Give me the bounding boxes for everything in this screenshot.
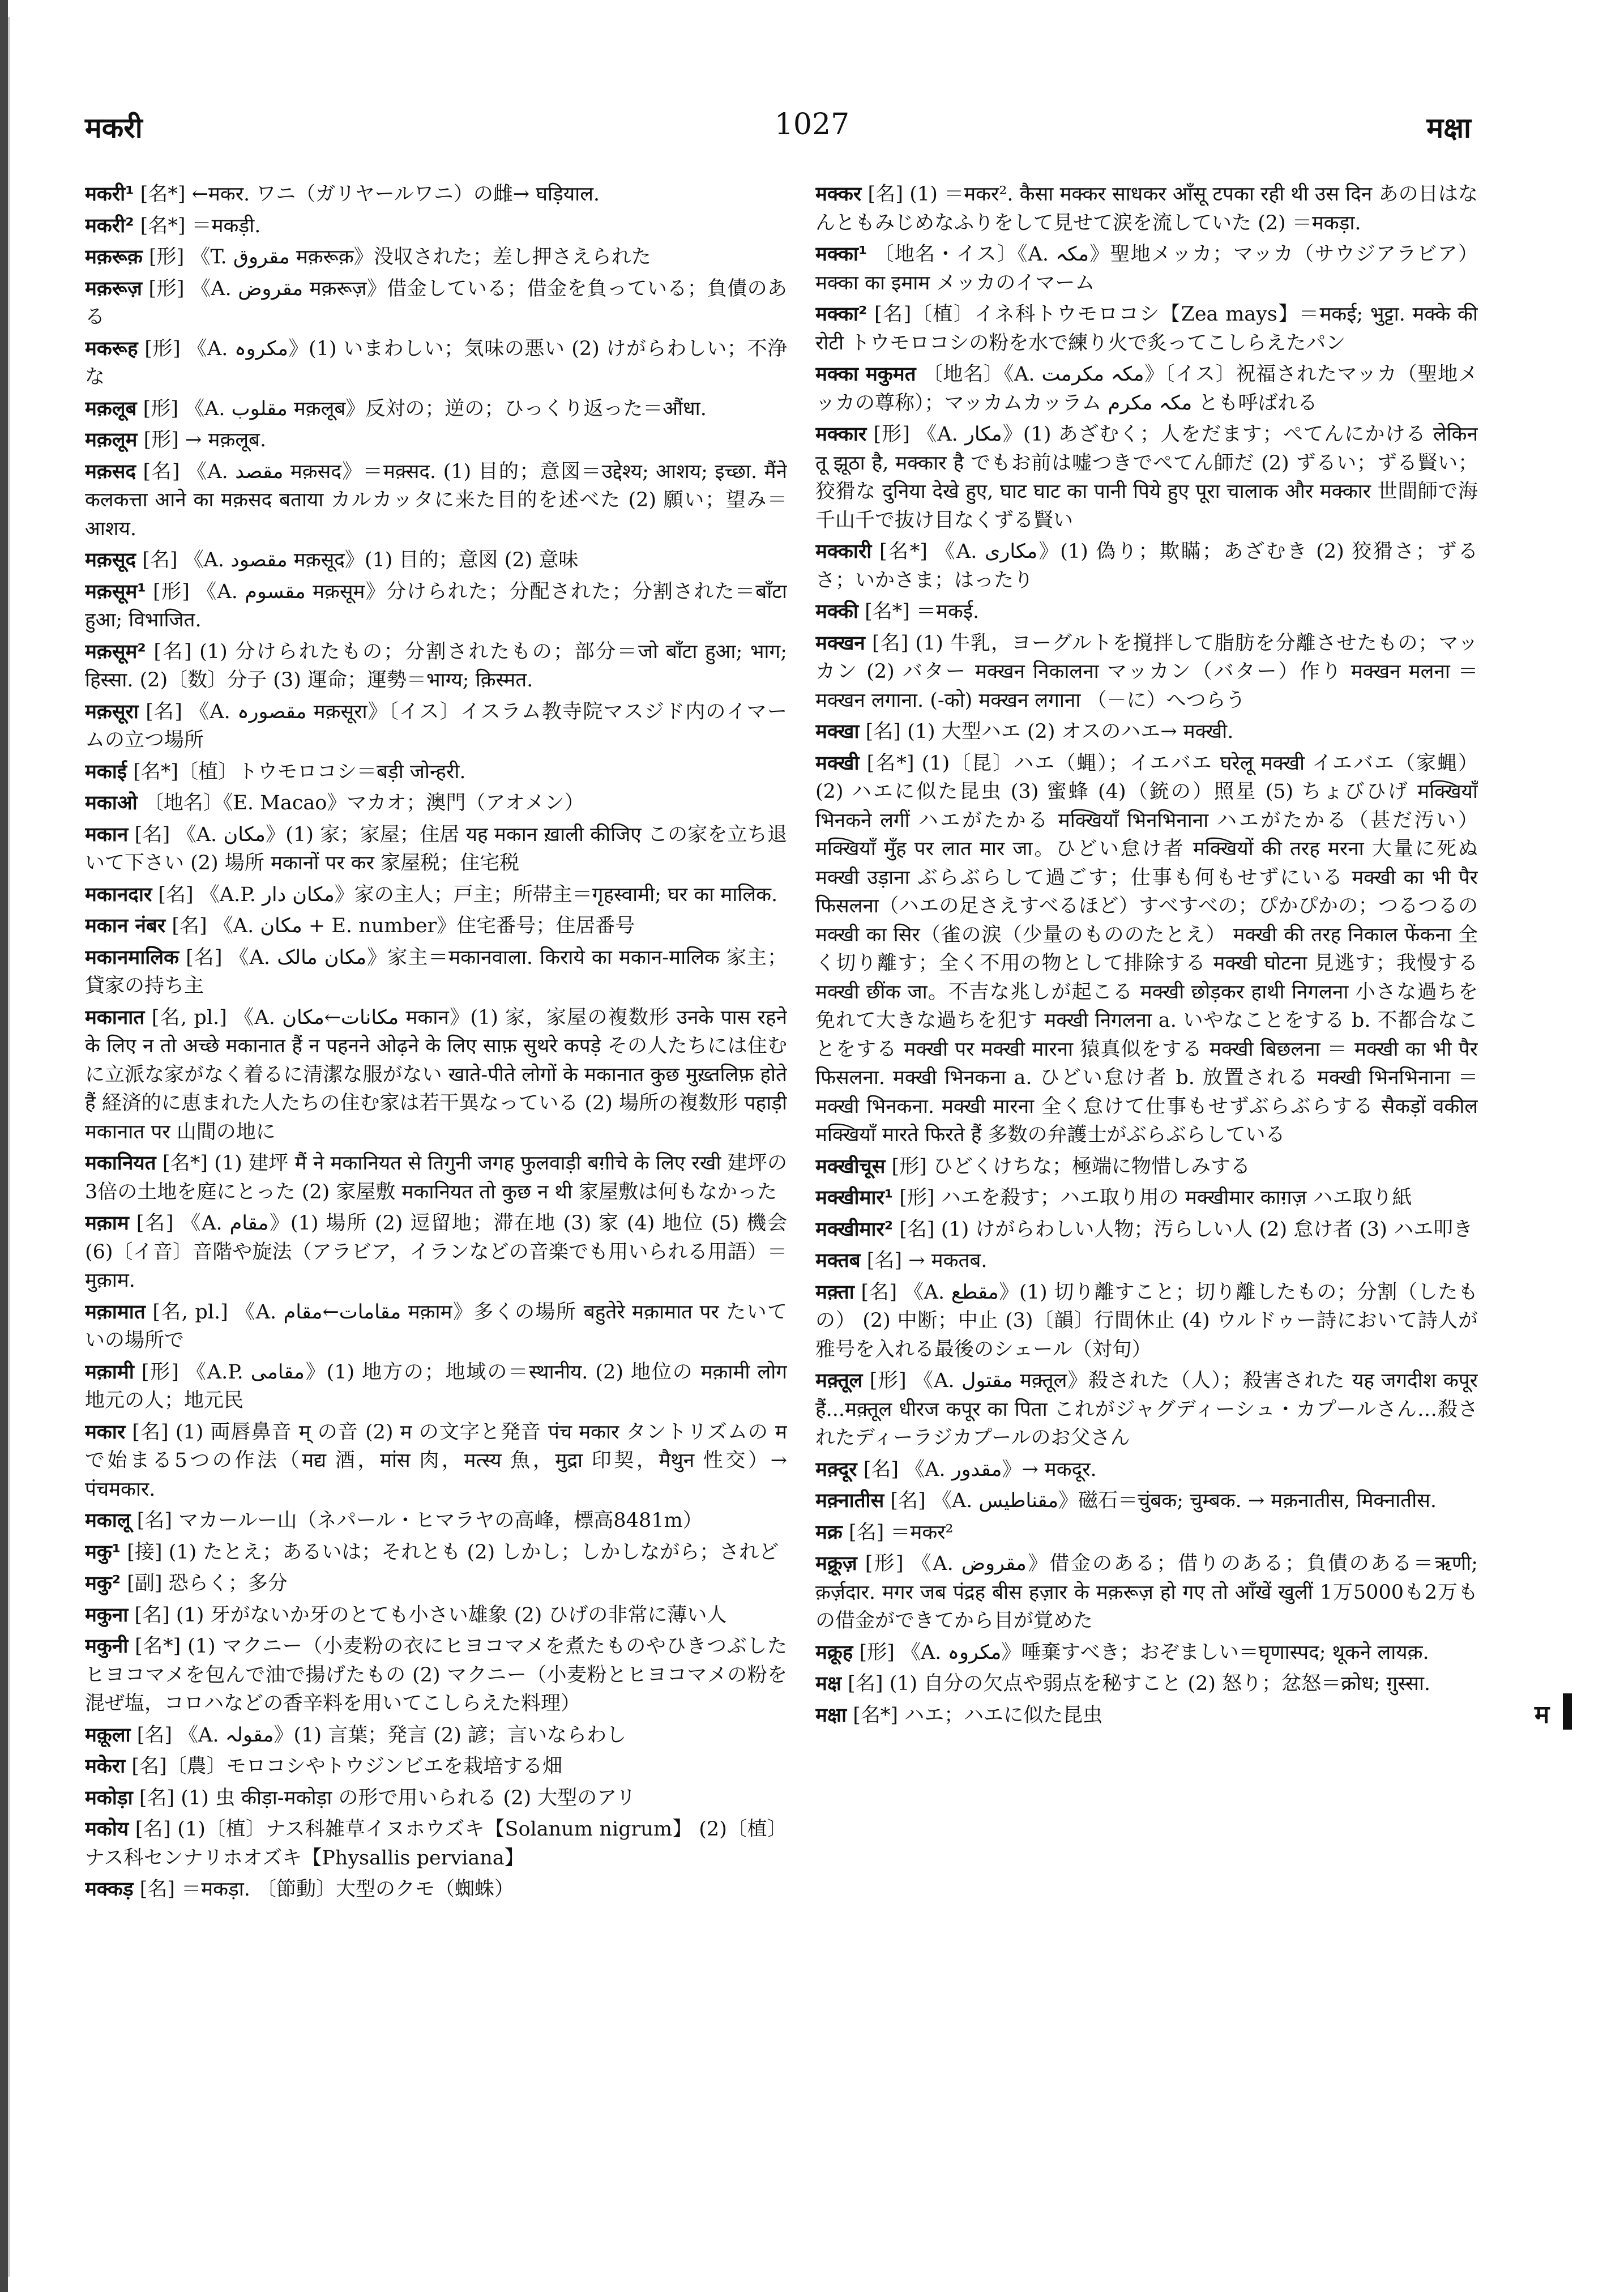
dictionary-entry xyxy=(85,1506,787,1535)
dictionary-entry xyxy=(815,1487,1478,1516)
dictionary-entry xyxy=(815,1456,1478,1484)
entry-headword: मक़्नातीस xyxy=(815,1489,884,1512)
entry-headword: मकोय xyxy=(85,1818,129,1841)
entry-definition: [名] 《A. مکان + E. number》住宅番号；住居番号 xyxy=(172,915,635,937)
dictionary-entry xyxy=(815,749,1478,1150)
entry-definition: [形] 《A. مقسوم मक़सूम》分けられた；分配された；分割された＝बाँटा हुआ; विभाजित. xyxy=(85,580,787,631)
dictionary-entry xyxy=(85,1358,787,1415)
scan-edge-shadow xyxy=(8,17,10,2277)
dictionary-entry xyxy=(815,1184,1478,1213)
entry-definition: [名] 《A. مقدور》→ मकदूर. xyxy=(863,1458,1097,1481)
entry-headword: मक्का मकुमत xyxy=(815,363,916,386)
entry-definition: [名]〔農〕モロコシやトウジンビエを栽培する畑 xyxy=(131,1755,563,1778)
entry-definition: [名] (1) 分けられたもの；分割されたもの；部分＝जो बाँटा हुआ; भाग; हिस्सा. (2)〔数〕分子 (3) 運命；運勢＝भाग्य; क़िस्मत. xyxy=(85,640,787,692)
guide-word-left: मकरी xyxy=(85,111,143,144)
dictionary-entry xyxy=(85,180,787,209)
entry-headword: मक्का² xyxy=(815,303,867,326)
dictionary-entry xyxy=(815,240,1478,297)
dictionary-entry xyxy=(85,335,787,392)
entry-definition: [名*] 《A. مکاری》(1) 偽り；欺瞞；あざむき (2) 狡猾さ；ずるさ；いかさま；はったり xyxy=(815,540,1478,592)
entry-headword: मक्का¹ xyxy=(815,243,867,266)
dictionary-entry xyxy=(85,426,787,455)
dictionary-entry xyxy=(85,881,787,910)
entry-headword: मकार xyxy=(85,1420,126,1444)
entry-definition: [名] (1) 牙がないか牙のとても小さい雄象 (2) ひげの非常に薄い人 xyxy=(134,1603,727,1627)
entry-definition: [名] 《A. مقطع》(1) 切り離すこと；切り離したもの；分割（したもの） (2) 中断；中止 (3)〔韻〕行間休止 (4) ウルドゥー詩において詩人が雅号を入れる最後のシェール（対句） xyxy=(815,1281,1478,1361)
entry-definition: [接] (1) たとえ；あるいは；それとも (2) しかし；しかしながら；されど xyxy=(127,1540,779,1564)
dictionary-entry xyxy=(85,821,787,878)
entry-definition: [副] 恐らく；多分 xyxy=(127,1572,288,1595)
dictionary-entry xyxy=(85,638,787,695)
entry-definition: [名] 《A. مقناطیس》磁石＝चुंबक; चुम्बक. → मक़नातीस, मिक्नातीस. xyxy=(890,1489,1437,1512)
dictionary-entry xyxy=(815,597,1478,626)
dictionary-entry xyxy=(85,275,787,332)
guide-word-right: मक्षा xyxy=(1426,111,1471,144)
entry-headword: मकानियत xyxy=(85,1152,156,1175)
entry-headword: मक़सूद xyxy=(85,549,136,571)
entry-definition: [名] 《A. مقصورہ मक़सूरा》〔イス〕イスラム教寺院マスジド内のイマームの立つ場所 xyxy=(85,700,787,752)
entry-headword: मक्खीमार¹ xyxy=(815,1186,894,1209)
dictionary-entry xyxy=(815,1247,1478,1275)
entry-headword: मक़सद xyxy=(85,460,136,483)
entry-definition: [名] (1) 大型ハエ (2) オスのハエ→ मक्खी. xyxy=(865,720,1234,743)
dictionary-entry xyxy=(815,1153,1478,1181)
entry-headword: मकानमालिक xyxy=(85,946,179,969)
dictionary-entry xyxy=(85,698,787,755)
entry-definition: 〔地名〕《A. مکہ مکرمت》〔イス〕祝福されたマッカ（聖地メッカの尊称）；マッカムカッラム مکہ مکرم とも呼ばれる xyxy=(815,363,1478,415)
entry-headword: मक्षा xyxy=(815,1704,847,1727)
dictionary-entry xyxy=(815,1701,1478,1730)
entry-headword: मकाओ xyxy=(85,792,138,814)
dictionary-entry xyxy=(85,1298,787,1355)
dictionary-entry xyxy=(85,1004,787,1147)
entry-definition: [名*] (1) マクニー（小麦粉の衣にヒヨコマメを煮たものやひきつぶしたヒヨコマメを包んで油で揚げたもの (2) マクニー（小麦粉とヒヨコマメの粉を混ぜ塩，コロハなどの香辛料を用いてこしらえた料理） xyxy=(85,1635,787,1715)
entry-definition: [名] (1)〔植〕ナス科雑草イヌホウズキ【Solanum nigrum】 (2)〔植〕ナス科センナリホオズキ【Physallis perviana】 xyxy=(85,1818,787,1870)
thumb-index-mark xyxy=(1563,1693,1572,1730)
entry-headword: मक्खा xyxy=(815,720,860,743)
entry-definition: [名] ＝मकर² xyxy=(848,1521,954,1544)
entry-headword: मक्की xyxy=(815,600,858,623)
entry-definition: [形] 《A. مقلوب मक़लूब》反対の；逆の；ひっくり返った＝औंधा. xyxy=(143,397,707,420)
entry-definition: [形] → मक़लूब. xyxy=(143,429,267,451)
entry-definition: [名] 《A. مکان مالک》家主＝मकानवाला. किराये का मकान-मालिक 家主；貸家の持ち主 xyxy=(85,946,787,997)
entry-definition: [名] (1) 虫 कीड़ा-मकोड़ा の形で用いられる (2) 大型のアリ xyxy=(139,1786,636,1809)
entry-headword: मकानदार xyxy=(85,883,152,906)
dictionary-entry xyxy=(85,1721,787,1750)
entry-headword: मक्कार xyxy=(815,423,867,446)
entry-definition: [名, pl.] 《A. مقامات←مقام मक़ाम》多くの場所 बहुतेरे मक़ामात पर たいていの場所で xyxy=(85,1300,787,1352)
entry-definition: [形] 《A. مکروہ》唾棄すべき；おぞましい＝घृणास्पद; थूकने लायक़. xyxy=(859,1641,1429,1664)
entry-definition: [名] 《A. مقام》(1) 場所 (2) 逗留地；滞在地 (3) 家 (4) 地位 (5) 機会 (6)〔イ音〕音階や旋法（アラビア，イランなどの音楽でも用いられる用語）＝मुक़ाम. xyxy=(85,1212,787,1292)
dictionary-entry xyxy=(85,1784,787,1813)
entry-definition: [名] ＝मकड़ा. 〔節動〕大型のクモ（蜘蛛） xyxy=(139,1878,515,1901)
entry-definition: [名] (1) けがらわしい人物；汚らしい人 (2) 怠け者 (3) ハエ叩き xyxy=(899,1218,1473,1241)
entry-definition: [形] ハエを殺す；ハエ取り用の मक्खीमार काग़ज़ ハエ取り紙 xyxy=(899,1186,1412,1209)
scan-edge xyxy=(0,0,8,2292)
entry-headword: मक्कड़ xyxy=(85,1878,134,1901)
entry-headword: मक्कारी xyxy=(815,540,872,563)
entry-definition: [名] (1) ＝मकर². कैसा मक्कर साधकर आँसू टपका रही थी उस दिन あの日はなんともみじめなふりをして見せて涙を流していた (2) ＝मकड़ा. xyxy=(815,183,1478,234)
entry-headword: मक़्तूल xyxy=(815,1369,863,1392)
dictionary-entry xyxy=(85,789,787,818)
entry-headword: मक़ूला xyxy=(85,1723,131,1747)
dictionary-entry xyxy=(85,243,787,272)
entry-headword: मकान xyxy=(85,823,129,846)
dictionary-entry xyxy=(815,300,1478,357)
entry-headword: मक़सूरा xyxy=(85,700,139,723)
dictionary-entry xyxy=(815,360,1478,417)
dictionary-entry xyxy=(815,1215,1478,1244)
entry-definition: [名] 《A. مقصد मक़सद》＝मक़्सद. (1) 目的；意図＝उद्देश्य; आशय; इच्छा. मैंने कलकत्ता आने का मक़सद बताया カルカッタに来た目的を述べた (2) 願い；望み＝आशय. xyxy=(85,460,787,540)
entry-headword: मकु² xyxy=(85,1572,121,1595)
entry-headword: मकरी¹ xyxy=(85,183,134,206)
entry-headword: मक़लूम xyxy=(85,429,138,451)
dictionary-entry xyxy=(815,1550,1478,1636)
thumb-index-letter: म xyxy=(1535,1700,1550,1729)
entry-headword: मक्कर xyxy=(815,183,862,206)
entry-headword: मकु¹ xyxy=(85,1540,121,1564)
entry-definition: [名] (1) 自分の欠点や弱点を秘すこと (2) 怒り；忿怒＝क्रोध; ग़ुस्सा. xyxy=(848,1672,1431,1695)
entry-definition: [形] 《T. مقروق मक़रूक़》没収された；差し押さえられた xyxy=(149,246,651,268)
entry-definition: [名*]〔植〕トウモロコシ＝बड़ी जोन्हरी. xyxy=(133,760,466,783)
entry-definition: [形] 《A. مقروض》借金のある；借りのある；負債のある＝ऋणी; क़र्ज़दार. मगर जब पंद्रह बीस हज़ार के मक़रूज़ हो गए तो आँखें खुलीं 1万5000も2万もの借金ができてから目が覚めた xyxy=(815,1552,1478,1632)
dictionary-entry xyxy=(85,1538,787,1567)
entry-headword: मक़्ता xyxy=(815,1281,854,1304)
entry-definition: [名] (1) 牛乳，ヨーグルトを撹拌して脂肪を分離させたもの；マッカン (2) バター मक्खन निकालना マッカン（バター）作り मक्खन मलना ＝ मक्खन लगाना. (-को) मक्खन लगाना （－に）へつらう xyxy=(815,631,1478,712)
left-column xyxy=(85,180,787,2270)
entry-headword: मक्खीमार² xyxy=(815,1218,894,1241)
entry-definition: [形] 《A. مکار》(1) あざむく；人をだます；ぺてんにかける लेकिन तू झूठा है, मक्कार है でもお前は嘘つきでぺてん師だ (2) ずるい；ずる賢い；狡猾な दुनिया देखे हुए, घाट घाट का पानी पिये हुए पूरा चालाक और मक्कार 世間師で海千山千で抜け目なくずる賢い xyxy=(815,423,1478,532)
dictionary-entry xyxy=(85,212,787,241)
entry-headword: मक़्दूर xyxy=(815,1458,857,1481)
entry-definition: [形] 《A. مقروض मक़रूज़》借金している；借金を負っている；負債のある xyxy=(85,277,787,328)
entry-headword: मक्र xyxy=(815,1521,843,1544)
dictionary-entry xyxy=(85,944,787,1001)
dictionary-entry xyxy=(815,1278,1478,1364)
dictionary-entry xyxy=(85,1569,787,1598)
entry-headword: मकरूह xyxy=(85,337,138,360)
dictionary-entry xyxy=(85,1875,787,1904)
entry-headword: मकानात xyxy=(85,1006,145,1029)
entry-headword: मक्ष xyxy=(815,1672,842,1695)
entry-headword: मक्खी xyxy=(815,752,860,775)
entry-definition: [名]〔植〕イネ科トウモロコシ【Zea mays】＝मकई; भुट्टा. मक्के की रोटी トウモロコシの粉を水で練り火で炙ってこしらえたパン xyxy=(815,303,1478,355)
entry-headword: मकालू xyxy=(85,1509,131,1532)
dictionary-entry xyxy=(815,629,1478,715)
entry-headword: मक़सूम¹ xyxy=(85,580,146,603)
entry-headword: मक़रूक़ xyxy=(85,246,143,268)
entry-definition: 〔地名・イス〕《A. مکہ》聖地メッカ；マッカ（サウジアラビア） मक्का का इमाम メッカのイマーム xyxy=(815,243,1478,294)
entry-definition: [名] (1) 両唇鼻音 म् の音 (2) म の文字と発音 पंच मकार タントリズムの म で始まる5つの作法（मद्य 酒，मांस 肉，मत्स्य 魚，मुद्रा 印契，मैथुन 性交）→ पंचमकार. xyxy=(85,1420,787,1501)
dictionary-entry xyxy=(815,180,1478,237)
entry-headword: मक़ामात xyxy=(85,1300,146,1324)
entry-headword: मक्खीचूस xyxy=(815,1155,886,1178)
dictionary-entry xyxy=(85,546,787,575)
dictionary-entry xyxy=(85,1418,787,1504)
dictionary-entry xyxy=(85,912,787,941)
entry-headword: मक्तब xyxy=(815,1249,861,1272)
entry-definition: [名] 《A. مقصود मक़सूद》(1) 目的；意図 (2) 意味 xyxy=(142,549,579,571)
dictionary-entry xyxy=(815,1367,1478,1453)
entry-definition: [名*] ハエ；ハエに似た昆虫 xyxy=(853,1704,1103,1727)
entry-definition: 〔地名〕《E. Macao》マカオ；澳門（アオメン） xyxy=(143,792,584,814)
dictionary-entry xyxy=(85,1209,787,1295)
entry-definition: [名*] ←मकर. ワニ（ガリヤールワニ）の雌→ घड़ियाल. xyxy=(140,183,600,206)
entry-headword: मक़्रूज़ xyxy=(815,1552,857,1575)
entry-headword: मकरी² xyxy=(85,214,134,237)
entry-definition: [名] → मकतब. xyxy=(866,1249,988,1272)
right-column xyxy=(815,180,1478,2270)
entry-headword: मक़ाम xyxy=(85,1212,129,1235)
dictionary-entry xyxy=(85,1632,787,1718)
dictionary-entry xyxy=(85,578,787,635)
dictionary-entry xyxy=(85,458,787,544)
entry-definition: [形] 《A.P. مقامی》(1) 地方の；地域の＝स्थानीय. (2) 地位の मक़ामी लोग 地元の人；地元民 xyxy=(85,1360,787,1412)
entry-definition: [名] 《A.P. مکان دار》家の主人；戸主；所帯主＝गृहस्वामी; घर का मालिक. xyxy=(158,883,778,906)
dictionary-entry xyxy=(815,1518,1478,1547)
entry-headword: मकेरा xyxy=(85,1755,126,1778)
entry-headword: मक़ामी xyxy=(85,1360,134,1384)
entry-headword: मक़लूब xyxy=(85,397,137,420)
dictionary-entry xyxy=(85,1149,787,1206)
entry-headword: मक़रूज़ xyxy=(85,277,142,300)
dictionary-entry xyxy=(85,758,787,787)
entry-headword: मकुना xyxy=(85,1603,129,1627)
entry-headword: मकुनी xyxy=(85,1635,129,1658)
entry-definition: [名] マカールー山（ネパール・ヒマラヤの高峰，標高8481m） xyxy=(136,1509,703,1532)
dictionary-entry xyxy=(85,1601,787,1630)
entry-definition: [名] 《A. مکان》(1) 家；家屋；住居 यह मकान ख़ाली कीजिए この家を立ち退いて下さい (2) 場所 मकानों पर कर 家屋税；住宅税 xyxy=(85,823,787,874)
entry-definition: [名] 《A. مقولہ》(1) 言葉；発言 (2) 諺；言いならわし xyxy=(136,1723,626,1747)
entry-headword: मक़सूम² xyxy=(85,640,146,663)
dictionary-entry xyxy=(815,1670,1478,1698)
dictionary-entry xyxy=(815,718,1478,746)
entry-definition: [名*] ＝मकई. xyxy=(865,600,980,623)
dictionary-entry xyxy=(815,420,1478,535)
entry-definition: [形] ひどくけちな；極端に物惜しみする xyxy=(891,1155,1250,1178)
entry-headword: मकान नंबर xyxy=(85,915,166,937)
dictionary-entry xyxy=(815,1638,1478,1667)
dictionary-entry xyxy=(85,1752,787,1781)
page-number: 1027 xyxy=(774,108,850,142)
entry-definition: [名*] ＝मकड़ी. xyxy=(140,214,261,237)
entry-definition: [名, pl.] 《A. مکانات←مکان मकान》(1) 家，家屋の複数形 उनके पास रहने के लिए न तो अच्छे मकानात हैं न पहनने ओढ़ने के लिए साफ़ सुथरे कपड़े その人たちには住むに立派な家がなく着るに清潔な服がない खाते-पीते लोगों के मकानात कुछ मुख़्तलिफ़ होते हैं 経済的に恵まれた人たちの住む家は若干異なっている (2) 場所の複数形 पहाड़ी मकानात पर 山間の地に xyxy=(85,1006,787,1143)
entry-headword: मक्रूह xyxy=(815,1641,853,1664)
dictionary-entry xyxy=(815,537,1478,595)
entry-headword: मकाई xyxy=(85,760,127,783)
entry-definition: [名*] (1)〔昆〕ハエ（蝿）；イエバエ घरेलू मक्खी イエバエ（家蝿） (2) ハエに似た昆虫 (3) 蜜蜂 (4)（銃の）照星 (5) ちょびひげ मक्खियाँ भिनकने लगीं ハエがたかる मक्खियाँ भिनभिनाना ハエがたかる（甚だ汚い） मक्खियाँ मुँह पर लात मार जा。ひどい怠け者 मक्खियों की तरह मरना 大量に死ぬ मक्खी उड़ाना ぶらぶらして過ごす；仕事も何もせずにいる मक्खी का भी पैर फिसलना（ハエの足さえすべるほど）すべすべの；ぴかぴかの；つるつるの मक्खी का सिर（雀の涙（少量のもののたとえ） मक्खी की तरह निकाल फेंकना 全く切り離す；全く不用の物として排除する मक्खी घोटना 見逃す；我慢する मक्खी छींक जा。不吉な兆しが起こる मक्खी छोड़कर हाथी निगलना 小さな過ちを免れて大きな過ちを犯す मक्खी निगलना a. いやなことをする b. 不都合なことをする मक्खी पर मक्खी मारना 猿真似をする मक्खी बिछलना ＝ मक्खी का भी पैर फिसलना. मक्खी भिनकना a. ひどい怠け者 b. 放置される मक्खी भिनभिनाना ＝ मक्खी भिनकना. मक्खी मारना 全く怠けて仕事もせずぶらぶらする सैकड़ों वकील मक्खियाँ मारते फिरते हैं 多数の弁護士がぶらぶらしている xyxy=(815,752,1478,1146)
entry-definition: [名*] (1) 建坪 मैं ने मकानियत से तिगुनी जगह फुलवाड़ी बग़ीचे के लिए रखी 建坪の3倍の土地を庭にとった (2) 家屋敷 मकानियत तो कुछ न थी 家屋敷は何もなかった xyxy=(85,1152,787,1203)
dictionary-entry xyxy=(85,1815,787,1872)
entry-headword: मक्खन xyxy=(815,631,865,655)
dictionary-entry xyxy=(85,395,787,424)
entry-headword: मकोड़ा xyxy=(85,1786,133,1809)
entry-definition: [形] 《A. مکروہ》(1) いまわしい；気味の悪い (2) けがらわしい；不浄な xyxy=(85,337,787,389)
entry-definition: [形] 《A. مقتول मक़्तूल》殺された（人）；殺害された यह जगदीश कपूर हैं...मक़्तूल धीरज कपूर का पिता これがジャグディーシュ・カプールさん…殺されたディーラジカプールのお父さん xyxy=(815,1369,1478,1449)
